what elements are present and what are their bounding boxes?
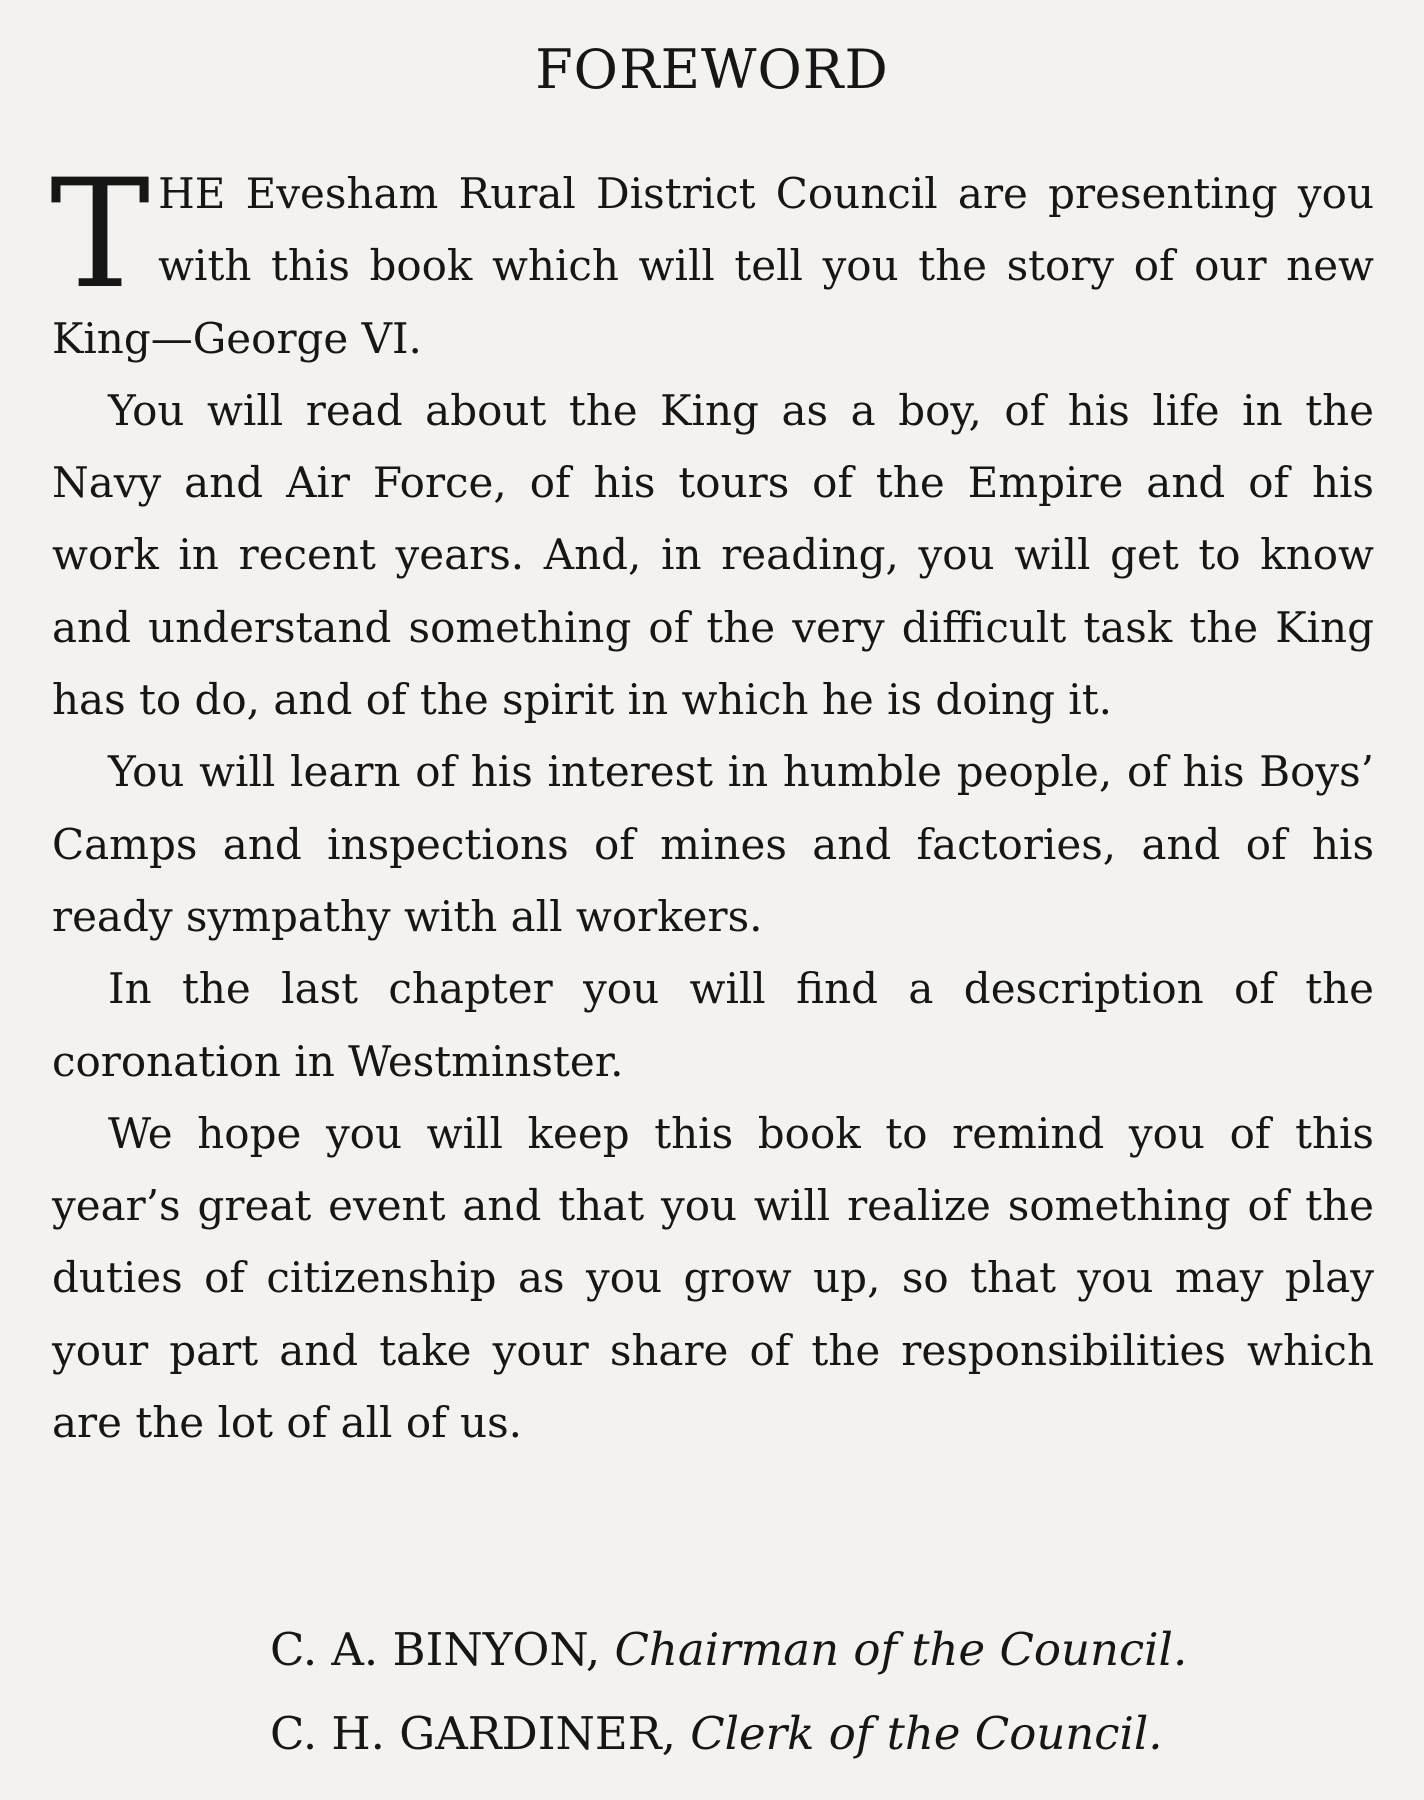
signatory-name: C. A. BINYON, [270,1623,601,1676]
signatory-name: C. H. GARDINER, [270,1707,676,1760]
signature-clerk [270,1692,1370,1776]
paragraph-2: You will learn of his interest in humble people, of his Boys’ Camps and inspections of mines and factories, and of his ready sympathy with all workers. [52,747,1374,941]
signatory-role: Clerk of the Council. [690,1707,1163,1760]
paragraph-4: We hope you will keep this book to remind you of this year’s great event and that you will realize something of the duties of citizenship as you grow up, so that you may play your part and take your share of the responsibilities which are the lot of all of us. [52,1108,1374,1448]
signature-chairman [270,1608,1370,1692]
paragraph-1: You will read about the King as a boy, of his life in the Navy and Air Force, of his tours of the Empire and of his work in recent years. And, in reading, you will get to know and understand something of the very difficult task the King has to do, and of the spirit in which he is doing it. [52,385,1374,725]
foreword-body [50,148,1374,1459]
paragraph-3: In the last chapter you will find a description of the coronation in Westminster. [52,964,1374,1086]
signatory-role: Chairman of the Council. [614,1623,1188,1676]
drop-cap: T [50,148,151,322]
intro-paragraph [50,148,1374,375]
page-title: FOREWORD [535,38,889,101]
signature-block [270,1608,1370,1776]
intro-text: HE Evesham Rural District Council are presenting you with this book which will tell you the story of our new King—George VI. [52,169,1374,363]
